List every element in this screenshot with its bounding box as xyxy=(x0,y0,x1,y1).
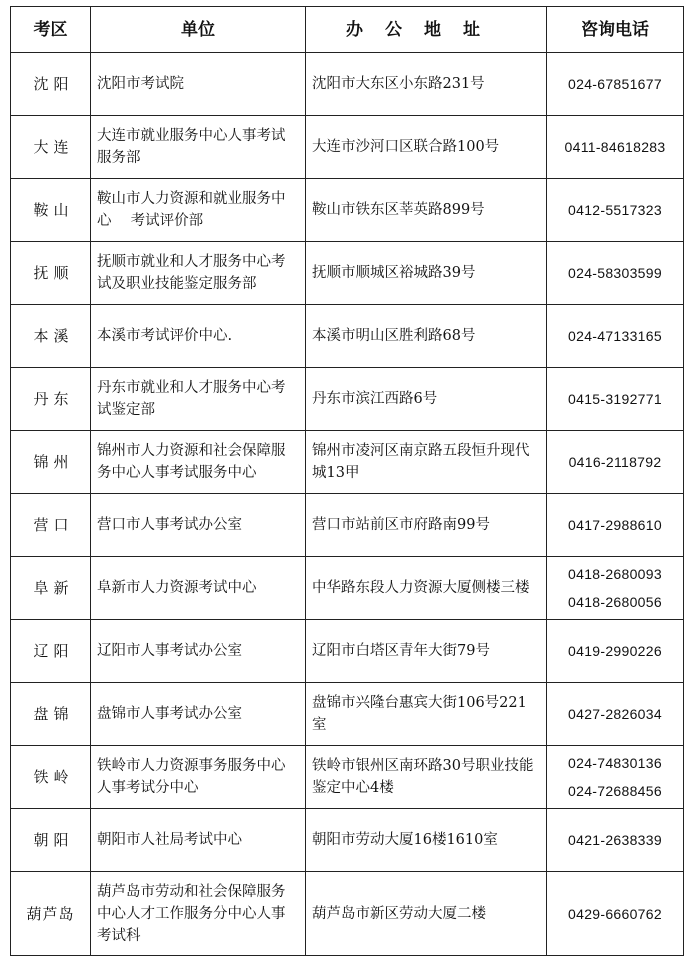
table-row xyxy=(11,620,684,683)
cell-address: 铁岭市银州区南环路30号职业技能鉴定中心4楼 xyxy=(306,746,547,809)
phone-number: 0417-2988610 xyxy=(568,517,662,533)
cell-address: 大连市沙河口区联合路100号 xyxy=(306,116,547,179)
cell-address: 营口市站前区市府路南99号 xyxy=(306,494,547,557)
header-area: 考区 xyxy=(11,7,91,53)
cell-area: 朝阳 xyxy=(11,809,91,872)
cell-phone xyxy=(547,431,684,494)
phone-number: 024-74830136 xyxy=(568,755,662,771)
phone-number: 0415-3192771 xyxy=(568,391,662,407)
phone-number: 0427-2826034 xyxy=(568,706,662,722)
phone-number: 0418-2680093 xyxy=(568,566,662,582)
phone-number: 0429-6660762 xyxy=(568,905,662,922)
cell-phone xyxy=(547,305,684,368)
cell-phone xyxy=(547,809,684,872)
cell-phone xyxy=(547,368,684,431)
phone-number: 024-58303599 xyxy=(568,265,662,281)
cell-unit: 锦州市人力资源和社会保障服务中心人事考试服务中心 xyxy=(91,431,306,494)
cell-unit: 葫芦岛市劳动和社会保障服务中心人才工作服务分中心人事考试科 xyxy=(91,872,306,956)
cell-unit: 本溪市考试评价中心. xyxy=(91,305,306,368)
header-unit: 单位 xyxy=(91,7,306,53)
cell-unit: 阜新市人力资源考试中心 xyxy=(91,557,306,620)
cell-address: 鞍山市铁东区莘英路899号 xyxy=(306,179,547,242)
cell-phone xyxy=(547,620,684,683)
cell-area: 盘锦 xyxy=(11,683,91,746)
cell-address: 盘锦市兴隆台惠宾大街106号221室 xyxy=(306,683,547,746)
cell-area: 本溪 xyxy=(11,305,91,368)
cell-phone xyxy=(547,116,684,179)
table-row xyxy=(11,116,684,179)
cell-phone xyxy=(547,179,684,242)
cell-address: 沈阳市大东区小东路231号 xyxy=(306,53,547,116)
cell-unit: 朝阳市人社局考试中心 xyxy=(91,809,306,872)
cell-address: 丹东市滨江西路6号 xyxy=(306,368,547,431)
cell-address: 中华路东段人力资源大厦侧楼三楼 xyxy=(306,557,547,620)
table-row xyxy=(11,53,684,116)
cell-area: 营口 xyxy=(11,494,91,557)
cell-area: 辽阳 xyxy=(11,620,91,683)
cell-address: 本溪市明山区胜利路68号 xyxy=(306,305,547,368)
phone-number: 024-72688456 xyxy=(568,783,662,799)
cell-area: 沈阳 xyxy=(11,53,91,116)
header-phone: 咨询电话 xyxy=(547,7,684,53)
header-address: 办公地址 xyxy=(306,7,547,53)
cell-unit: 鞍山市人力资源和就业服务中心 考试评价部 xyxy=(91,179,306,242)
cell-area: 大连 xyxy=(11,116,91,179)
phone-number: 024-47133165 xyxy=(568,328,662,344)
phone-number: 0416-2118792 xyxy=(568,454,662,470)
cell-area: 葫芦岛 xyxy=(11,872,91,956)
cell-phone xyxy=(547,53,684,116)
table-row xyxy=(11,179,684,242)
cell-area: 阜新 xyxy=(11,557,91,620)
cell-unit: 沈阳市考试院 xyxy=(91,53,306,116)
cell-unit: 丹东市就业和人才服务中心考试鉴定部 xyxy=(91,368,306,431)
cell-unit: 辽阳市人事考试办公室 xyxy=(91,620,306,683)
cell-unit: 铁岭市人力资源事务服务中心人事考试分中心 xyxy=(91,746,306,809)
cell-unit: 大连市就业服务中心人事考试服务部 xyxy=(91,116,306,179)
cell-address: 抚顺市顺城区裕城路39号 xyxy=(306,242,547,305)
table-row xyxy=(11,746,684,809)
cell-phone xyxy=(547,242,684,305)
phone-number: 0411-84618283 xyxy=(564,139,666,155)
cell-phone xyxy=(547,683,684,746)
table-row xyxy=(11,368,684,431)
phone-number: 0418-2680056 xyxy=(568,594,662,610)
cell-phone xyxy=(547,557,684,620)
table-row xyxy=(11,494,684,557)
table-row xyxy=(11,809,684,872)
phone-number: 024-67851677 xyxy=(568,76,662,92)
table-row xyxy=(11,242,684,305)
cell-address: 朝阳市劳动大厦16楼1610室 xyxy=(306,809,547,872)
cell-unit: 抚顺市就业和人才服务中心考试及职业技能鉴定服务部 xyxy=(91,242,306,305)
cell-address: 葫芦岛市新区劳动大厦二楼 xyxy=(306,872,547,956)
phone-number: 0421-2638339 xyxy=(568,832,662,848)
table-row xyxy=(11,557,684,620)
cell-area: 铁岭 xyxy=(11,746,91,809)
cell-unit: 营口市人事考试办公室 xyxy=(91,494,306,557)
cell-area: 抚顺 xyxy=(11,242,91,305)
cell-phone xyxy=(547,746,684,809)
phone-number: 0419-2990226 xyxy=(568,643,662,659)
table-header-row xyxy=(11,7,684,53)
cell-area: 锦州 xyxy=(11,431,91,494)
table-row xyxy=(11,683,684,746)
cell-area: 丹东 xyxy=(11,368,91,431)
cell-phone xyxy=(547,494,684,557)
table-row xyxy=(11,872,684,956)
phone-number: 0412-5517323 xyxy=(568,202,662,218)
cell-unit: 盘锦市人事考试办公室 xyxy=(91,683,306,746)
cell-phone xyxy=(547,872,684,956)
table-row xyxy=(11,305,684,368)
table-row xyxy=(11,431,684,494)
cell-area: 鞍山 xyxy=(11,179,91,242)
cell-address: 辽阳市白塔区青年大街79号 xyxy=(306,620,547,683)
cell-address: 锦州市凌河区南京路五段恒升现代城13甲 xyxy=(306,431,547,494)
exam-center-table xyxy=(10,6,684,956)
